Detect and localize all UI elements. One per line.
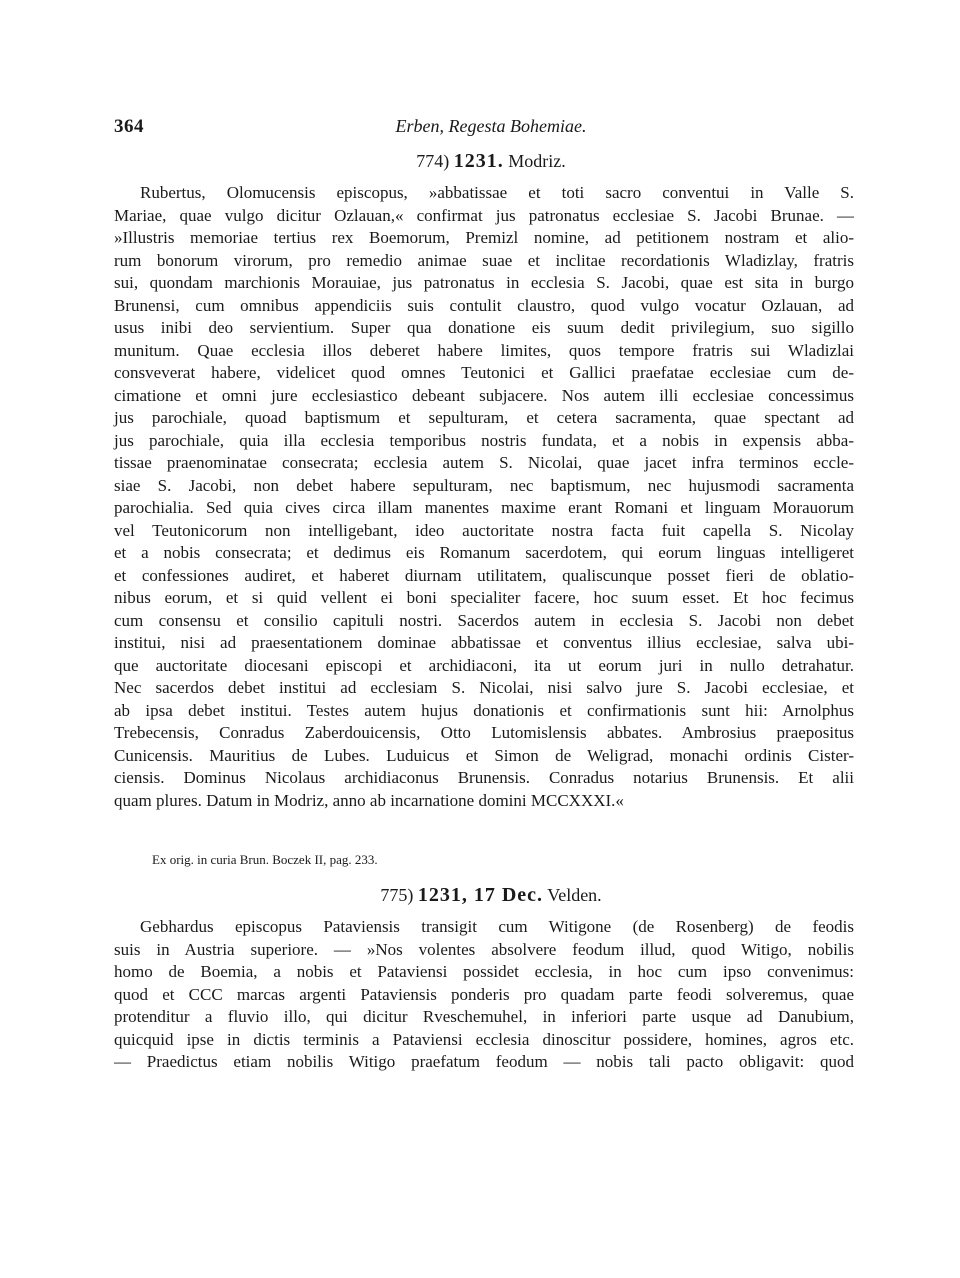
text-line: Gebhardus episcopus Pataviensis transigit cum Witigone (de Rosenberg) de feodis — [140, 917, 854, 936]
text-line: suis in Austria superiore. — »Nos volentes absolvere feodum illud, quod Witigo, nobilis — [114, 939, 854, 959]
text-line: que auctoritate diocesani episcopi et archidiaconi, ita ut eorum juri in nullo detrahatur. — [114, 655, 854, 675]
entry-place: Modriz. — [508, 151, 566, 171]
text-line: »Illustris memoriae tertius rex Boemorum, Premizl nomine, ad petitionem nostram et alio- — [114, 228, 854, 247]
text-line: quam plures. Datum in Modriz, anno ab incarnatione domini MCCXXXI.« — [114, 790, 624, 810]
text-line: jus parochiale, quoad baptismum et sepulturam, et cetera sacramenta, quae spectant ad — [114, 408, 854, 427]
text-line: Mariae, quae vulgo dicitur Ozlauan,« confirmat jus patronatus ecclesiae S. Jacobi Brunae. — — [114, 205, 854, 225]
entry-775-text — [114, 916, 854, 1074]
entry-date: 1231. — [453, 150, 504, 172]
text-line: jus parochiale, quia illa ecclesia temporibus nostris fundata, et a nobis in expensis abba- — [114, 430, 854, 450]
page-header — [114, 116, 868, 142]
text-line: vel Teutonicorum non intelligebant, ideo auctoritate nostra facta fuit capella S. Nicolay — [114, 520, 854, 540]
text-line: usus inibi deo servientium. Super qua donatione eis suum dedit privilegium, suo sigillo — [114, 318, 854, 337]
text-line: Trebecensis, Conradus Zaberdouicensis, Otto Lutomislensis abbates. Ambrosius praepositus — [114, 723, 854, 742]
source-note: Ex orig. in curia Brun. Boczek II, pag. 233. — [152, 852, 378, 867]
entry-number: 774) — [416, 151, 450, 171]
entry-775-heading — [114, 884, 868, 907]
text-line: consveverat habere, videlicet quod omnes Teutonici et Gallici praefatae ecclesiae cum de- — [114, 363, 854, 382]
text-line: Nec sacerdos debet institui ad ecclesiam S. Nicolai, nisi salvo jure S. Jacobi ecclesiae, et — [114, 678, 854, 697]
text-line: rum bonorum virorum, pro remedio animae suae et inclitae recordationis Wladizlay, fratris — [114, 250, 854, 270]
text-line: quod et CCC marcas argenti Pataviensis ponderis pro quadam parte feodi solveremus, quae — [114, 984, 854, 1004]
running-title: Erben, Regesta Bohemiae. — [395, 116, 587, 136]
entry-number: 775) — [380, 885, 414, 905]
text-line: protenditur a fluvio illo, qui dicitur Rveschemuhel, in inferiori parte usque ad Danubium, — [114, 1007, 854, 1026]
text-line: quicquid ipse in dictis terminis a Pataviensi ecclesia dinoscitur possidere, homines, agros etc. — [114, 1029, 854, 1049]
text-line: et a nobis consecrata; et dedimus eis Romanum sacerdotem, qui eorum linguas intelligeret — [114, 543, 854, 562]
text-line: nibus eorum, et si quid vellent ei boni specialiter facere, hoc suum esset. Et hoc fecimus — [114, 588, 854, 607]
entry-774-heading — [114, 150, 868, 173]
text-line: homo de Boemia, a nobis et Pataviensi possidet ecclesia, in hoc cum ipso convenimus: — [114, 962, 854, 981]
page-number: 364 — [114, 116, 144, 137]
text-line: Cunicensis. Mauritius de Lubes. Luduicus et Simon de Weligrad, monachi ordinis Cister- — [114, 745, 854, 765]
text-line: siae S. Jacobi, non debet habere sepulturam, nec baptismum, nec hujusmodi sacramenta — [114, 475, 854, 495]
text-line: ciensis. Dominus Nicolaus archidiaconus Brunensis. Conradus notarius Brunensis. Et alii — [114, 768, 854, 787]
text-line: et confessiones audiret, et haberet diurnam utilitatem, qualiscunque posset fieri de oblatio- — [114, 565, 854, 585]
text-line: parochialia. Sed quia cives circa illam manentes maxime erant Romani et linguam Morauorum — [114, 498, 854, 517]
text-line: sui, quondam marchionis Morauiae, jus patronatus in ecclesia S. Jacobi, quae est sita in burgo — [114, 273, 854, 292]
entry-774-text — [114, 182, 854, 812]
text-line: Brunensi, cum omnibus appendiciis suis contulit claustro, quod vulgo vocatur Ozlauan, ad — [114, 295, 854, 315]
text-line: tissae praenominatae consecrata; ecclesia autem S. Nicolai, quae jacet infra terminos eccle- — [114, 453, 854, 472]
text-line: — Praedictus etiam nobilis Witigo praefatum feodum — nobis tali pacto obligavit: quod — [114, 1052, 854, 1071]
entry-place: Velden. — [547, 885, 602, 905]
text-line: cum consensu et consilio capituli nostri. Sacerdos autem in ecclesia S. Jacobi non debet — [114, 610, 854, 630]
text-line: institui, nisi ad praesentationem dominae abbatissae et conventus illius ecclesiae, salva ubi- — [114, 633, 854, 652]
text-line: munitum. Quae ecclesia illos deberet habere limites, quos tempore fratris sui Wladizlai — [114, 340, 854, 360]
text-line: Rubertus, Olomucensis episcopus, »abbatissae et toti sacro conventui in Valle S. — [140, 183, 854, 202]
entry-date: 1231, 17 Dec. — [417, 884, 544, 906]
text-line: ab ipsa debet institui. Testes autem hujus donationis et confirmationis sunt hii: Arnolphus — [114, 700, 854, 720]
text-line: cimatione et omni jure ecclesiastico debeant subjacere. Nos autem illi ecclesiae concessimus — [114, 385, 854, 405]
